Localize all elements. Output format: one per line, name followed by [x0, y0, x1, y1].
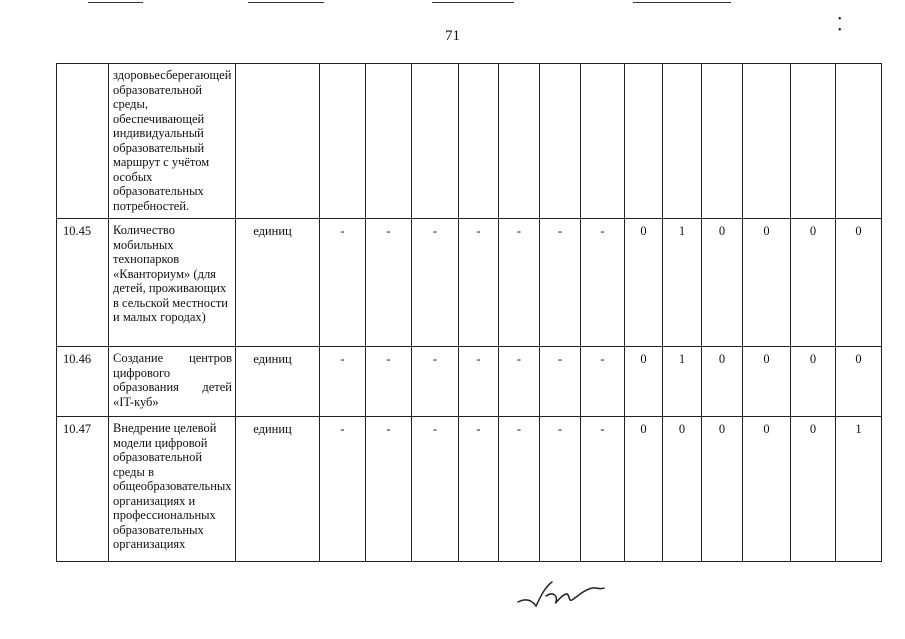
value-cell [663, 64, 702, 219]
row-number [57, 64, 109, 219]
value-cell: 0 [791, 347, 836, 417]
value-cell: 0 [663, 417, 702, 562]
value-cell: 0 [625, 417, 663, 562]
unit-of-measure [236, 64, 320, 219]
row-number: 10.45 [57, 219, 109, 347]
value-cell [320, 64, 366, 219]
value-cell: 0 [743, 417, 791, 562]
value-cell [625, 64, 663, 219]
scan-artifact-line [432, 2, 514, 3]
indicator-description: Внедрение целевой модели цифровой образовательной среды в общеобразовательных организациях и профессиональных образовательных организациях [109, 417, 236, 562]
value-cell [791, 64, 836, 219]
scan-artifact-line [248, 2, 324, 3]
value-cell: 0 [702, 219, 743, 347]
value-cell: - [581, 417, 625, 562]
value-cell: 1 [663, 347, 702, 417]
value-cell: - [581, 347, 625, 417]
handwritten-signature [512, 576, 612, 612]
value-cell: - [499, 219, 540, 347]
value-cell: - [412, 347, 459, 417]
value-cell [702, 64, 743, 219]
value-cell: - [499, 347, 540, 417]
indicator-description: здоровьесберегающей образовательной среды, обеспечивающей индивидуальный образовательный маршрут с учётом особых образовательных потребностей. [109, 64, 236, 219]
value-cell: - [320, 347, 366, 417]
value-cell: 0 [791, 219, 836, 347]
table-row [57, 417, 882, 562]
value-cell: - [540, 347, 581, 417]
value-cell: 0 [743, 347, 791, 417]
unit-of-measure: единиц [236, 417, 320, 562]
unit-of-measure: единиц [236, 347, 320, 417]
value-cell [581, 64, 625, 219]
corner-marks: • • [838, 14, 870, 36]
unit-of-measure: единиц [236, 219, 320, 347]
value-cell: - [412, 219, 459, 347]
scan-artifact-line [633, 2, 731, 3]
indicator-description: Создание центров цифрового образования детей «IT-куб» [109, 347, 236, 417]
value-cell: 0 [702, 347, 743, 417]
table-row [57, 219, 882, 347]
value-cell: 0 [625, 219, 663, 347]
value-cell: 1 [663, 219, 702, 347]
row-number: 10.46 [57, 347, 109, 417]
value-cell: - [366, 219, 412, 347]
value-cell: 0 [702, 417, 743, 562]
value-cell: - [320, 219, 366, 347]
value-cell: 0 [625, 347, 663, 417]
value-cell: 0 [836, 347, 882, 417]
value-cell: 0 [791, 417, 836, 562]
value-cell [743, 64, 791, 219]
value-cell: 1 [836, 417, 882, 562]
scan-artifact-line [88, 2, 143, 3]
value-cell: - [320, 417, 366, 562]
value-cell: - [581, 219, 625, 347]
value-cell: - [459, 347, 499, 417]
value-cell: - [412, 417, 459, 562]
row-number: 10.47 [57, 417, 109, 562]
value-cell [836, 64, 882, 219]
value-cell [540, 64, 581, 219]
value-cell [366, 64, 412, 219]
value-cell: - [366, 417, 412, 562]
page-number: 71 [445, 28, 460, 44]
value-cell: - [540, 417, 581, 562]
value-cell: - [499, 417, 540, 562]
value-cell [412, 64, 459, 219]
value-cell: - [366, 347, 412, 417]
indicator-description: Количество мобильных технопарков «Кванториум» (для детей, проживающих в сельской местности и малых городах) [109, 219, 236, 347]
table-row [57, 347, 882, 417]
value-cell [459, 64, 499, 219]
value-cell [499, 64, 540, 219]
value-cell: 0 [836, 219, 882, 347]
table-row [57, 64, 882, 219]
value-cell: 0 [743, 219, 791, 347]
value-cell: - [540, 219, 581, 347]
indicator-table [56, 63, 882, 562]
value-cell: - [459, 219, 499, 347]
value-cell: - [459, 417, 499, 562]
